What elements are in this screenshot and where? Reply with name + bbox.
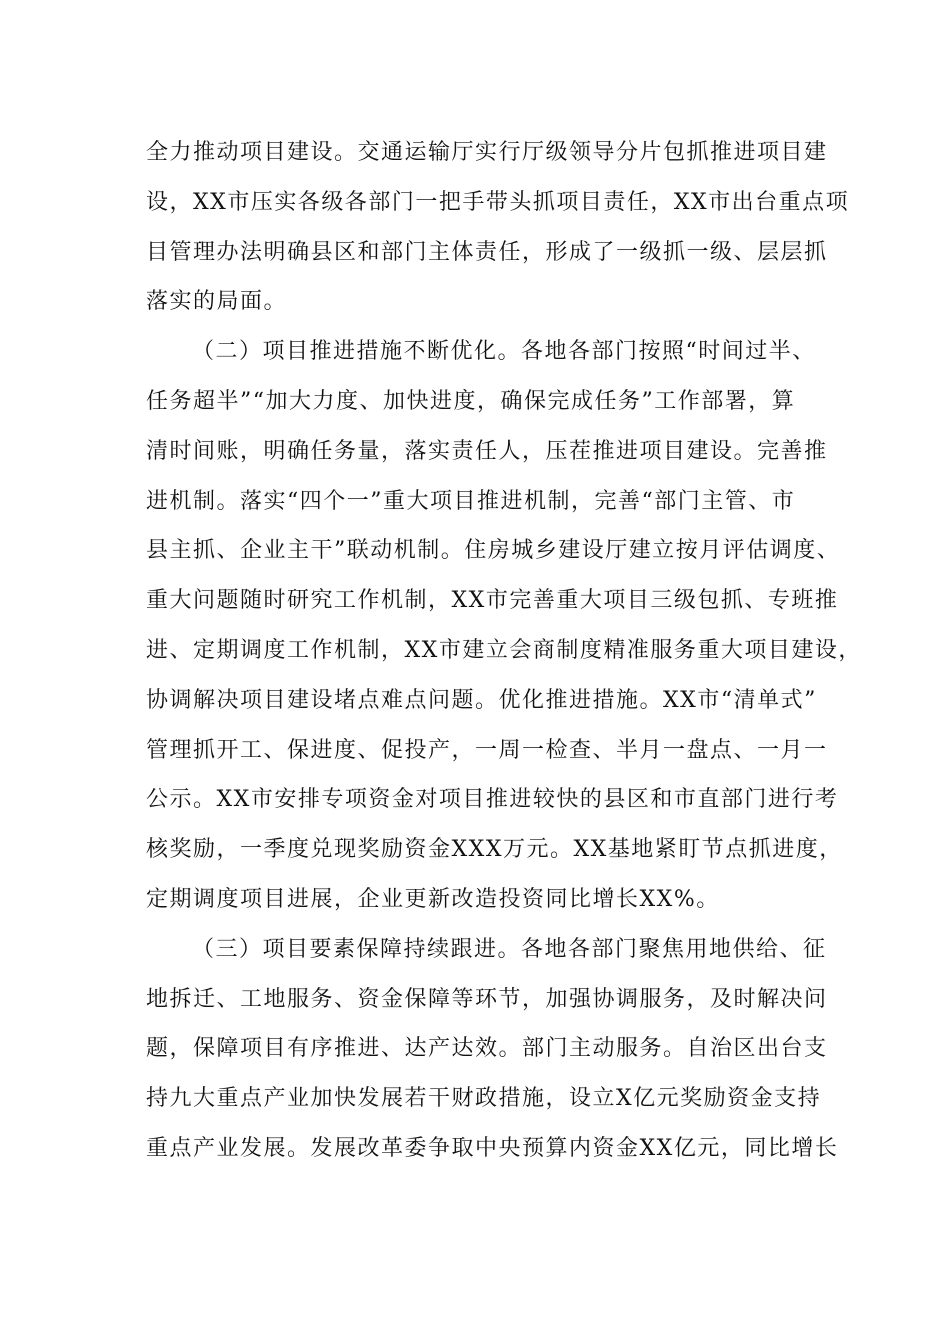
text-line: 落实的局面。 xyxy=(146,289,288,315)
text-line: 地拆迁、工地服务、资金保障等环节，加强协调服务，及时解决问 xyxy=(146,986,828,1012)
text-line: 目管理办法明确县区和部门主体责任，形成了一级抓一级、层层抓 xyxy=(146,239,828,265)
text-line: 进机制。落实“四个一”重大项目推进机制，完善“部门主管、市 xyxy=(146,488,796,514)
text-line: 全力推动项目建设。交通运输厅实行厅级领导分片包抓推进项目建 xyxy=(146,140,828,165)
section-heading-line: （二）项目推进措施不断优化。各地各部门按照“时间过半、 xyxy=(192,339,816,365)
body-text xyxy=(146,128,862,1174)
text-line: 题，保障项目有序推进、达产达效。部门主动服务。自治区出台支 xyxy=(146,1036,828,1062)
text-line: 清时间账，明确任务量，落实责任人，压茬推进项目建设。完善推 xyxy=(146,438,828,464)
text-line: 核奖励，一季度兑现奖励资金XXX万元。XX基地紧盯节点抓进度， xyxy=(146,837,843,863)
text-line: 县主抓、企业主干”联动机制。住房城乡建设厅建立按月评估调度、 xyxy=(146,538,841,564)
section-heading-line: （三）项目要素保障持续跟进。各地各部门聚焦用地供给、征 xyxy=(192,936,827,962)
text-line: 公示。XX市安排专项资金对项目推进较快的县区和市直部门进行考 xyxy=(146,787,839,813)
text-line: 定期调度项目进展，企业更新改造投资同比增长XX%。 xyxy=(146,886,720,912)
text-line: 设，XX市压实各级各部门一把手带头抓项目责任，XX市出台重点项 xyxy=(146,189,850,215)
text-line: 重点产业发展。发展改革委争取中央预算内资金XX亿元，同比增长 xyxy=(146,1135,839,1161)
text-line: 任务超半”“加大力度、加快进度，确保完成任务”工作部署，算 xyxy=(146,388,796,414)
text-line: 进、定期调度工作机制，XX市建立会商制度精准服务重大项目建设， xyxy=(146,637,862,663)
text-line: 持九大重点产业加快发展若干财政措施，设立X亿元奖励资金支持 xyxy=(146,1086,822,1112)
text-line: 协调解决项目建设堵点难点问题。优化推进措施。XX市“清单式” xyxy=(146,687,817,713)
text-line: 管理抓开工、保进度、促投产，一周一检查、半月一盘点、一月一 xyxy=(146,737,828,763)
text-line: 重大问题随时研究工作机制，XX市完善重大项目三级包抓、专班推 xyxy=(146,588,839,614)
